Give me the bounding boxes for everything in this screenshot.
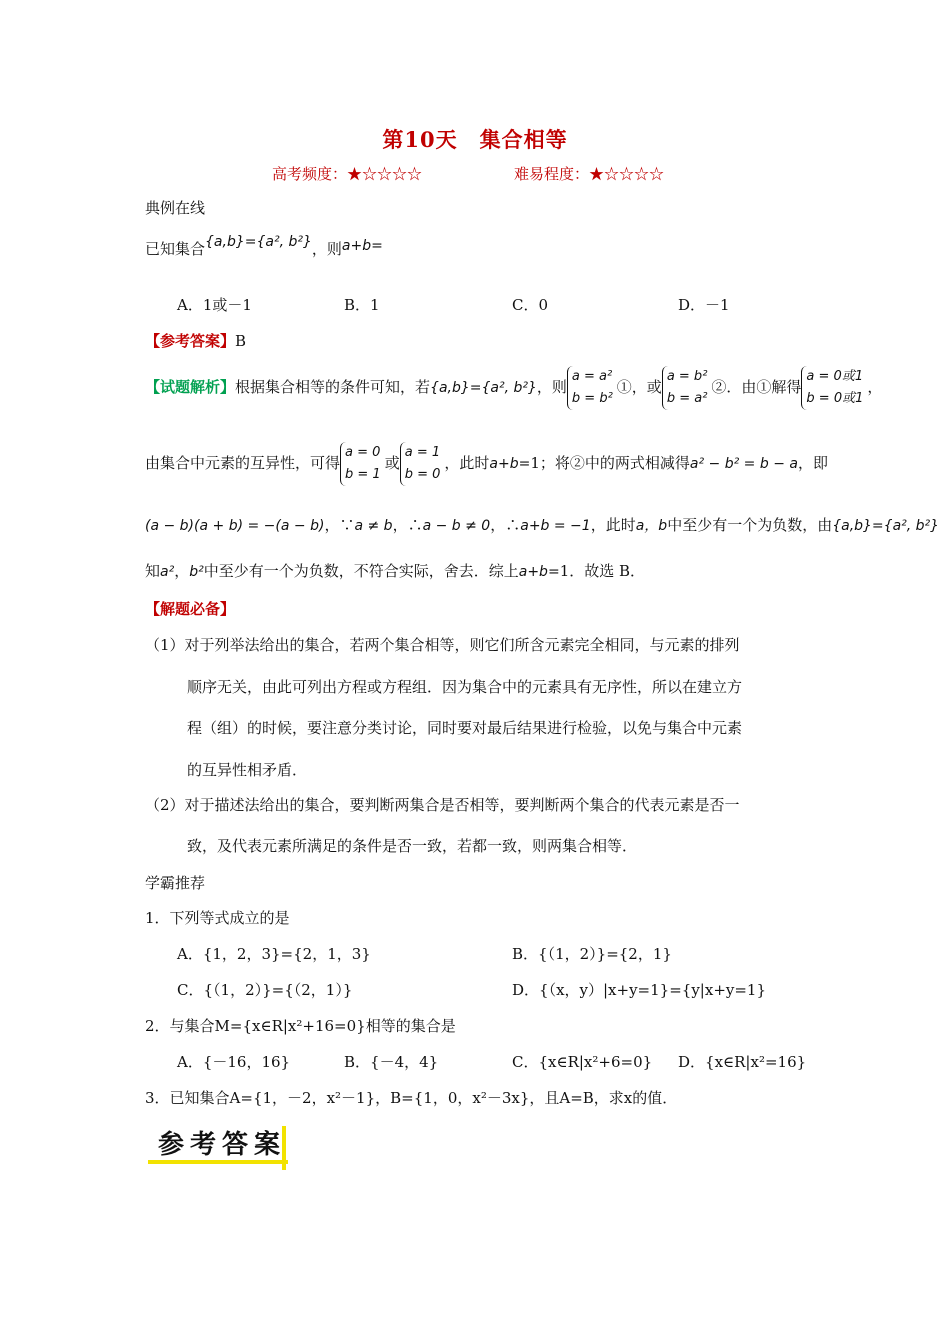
difficulty-rating (514, 163, 664, 184)
analysis-line-3 (145, 514, 939, 535)
analysis-text: ， (174, 562, 190, 580)
tip-1-line-4: 的互异性相矛盾． (187, 761, 308, 779)
question-1: 1．下列等式成立的是 (145, 909, 290, 927)
tip-1-line-1: （1）对于列举法给出的集合，若两个集合相等，则它们所含元素完全相同，与元素的排列 (145, 636, 740, 654)
difficulty-label: 难易程度： (514, 165, 590, 183)
frequency-rating (272, 163, 422, 184)
question-mid: ，则 (311, 240, 342, 258)
analysis-expr: a ≠ b (354, 518, 393, 534)
analysis-text: 中至少有一个为负数，不符合实际，舍去．综上 (203, 562, 519, 580)
tips-label: 【解题必备】 (145, 600, 236, 618)
analysis-text: ，即 (797, 454, 828, 472)
analysis-line-1 (145, 364, 882, 411)
q2-option-c: C．{x∈R|x²+6=0} (512, 1053, 653, 1071)
analysis-line-2 (145, 440, 828, 487)
analysis-text: ②．由①解得 (711, 378, 802, 396)
option-d: D．－1 (678, 296, 730, 314)
tip-1-line-3: 程（组）的时候，要注意分类讨论，同时要对最后结果进行检验，以免与集合中元素 (187, 719, 743, 737)
analysis-expr: a² (160, 564, 175, 580)
analysis-set: {a,b}={a², b²} (430, 380, 537, 396)
page-title: 第10天 集合相等 (382, 127, 568, 152)
analysis-line-4 (145, 560, 645, 581)
q2-option-b: B．{－4，4} (344, 1053, 439, 1071)
analysis-expr: a，b (635, 518, 668, 534)
analysis-text: 或 (384, 454, 400, 472)
reference-answer (145, 330, 246, 351)
stamp-text: 参考答案 (158, 1130, 287, 1160)
analysis-expr: a+b= (518, 564, 560, 580)
q1-option-d: D．{（x，y）|x+y=1}={y|x+y=1} (512, 981, 767, 999)
answer-stamp (148, 1124, 286, 1170)
analysis-text: 由集合中元素的互异性，可得 (145, 454, 341, 472)
analysis-text: ①，或 (616, 378, 662, 396)
q1-option-a: A．{1，2，3}={2，1，3} (177, 945, 371, 963)
analysis-expr: (a − b)(a + b) = −(a − b) (145, 518, 325, 534)
analysis-text: ，∴ (392, 516, 423, 534)
q2-option-a: A．{－16，16} (177, 1053, 291, 1071)
equation-system-3: a = 0或1 b = 0或1 (801, 366, 867, 410)
analysis-text: ，此时 (590, 516, 636, 534)
equation-system-5: a = 1 b = 0 (400, 442, 445, 486)
example-question (145, 234, 383, 259)
option-c: C．0 (512, 296, 549, 314)
analysis-text: ， (867, 378, 883, 396)
analysis-text: 1；将②中的两式相减得 (530, 454, 690, 472)
analysis-text: 知 (145, 562, 161, 580)
answer-label: 【参考答案】 (145, 332, 236, 350)
tip-2-line-2: 致，及代表元素所满足的条件是否一致，若都一致，则两集合相等． (187, 837, 638, 855)
analysis-text: 中至少有一个为负数，由 (667, 516, 833, 534)
analysis-expr: a² − b² = b − a (689, 456, 798, 472)
q1-option-b: B．{（1，2）}={2，1} (512, 945, 672, 963)
analysis-text: ，此时 (444, 454, 490, 472)
q1-option-c: C．{（1，2）}={（2，1）} (177, 981, 353, 999)
option-a: A．1或－1 (177, 296, 252, 314)
example-heading: 典例在线 (145, 199, 206, 217)
analysis-text: ，∵ (324, 516, 355, 534)
analysis-label: 【试题解析】 (145, 378, 236, 396)
frequency-stars: ★☆☆☆☆ (347, 165, 423, 183)
question-2: 2．与集合M={x∈R|x²+16=0}相等的集合是 (145, 1017, 456, 1035)
question-prefix: 已知集合 (145, 240, 206, 258)
tip-2-line-1: （2）对于描述法给出的集合，要判断两集合是否相等，要判断两个集合的代表元素是否一 (145, 796, 740, 814)
option-b: B．1 (344, 296, 380, 314)
tip-1-line-2: 顺序无关，由此可列出方程或方程组．因为集合中的元素具有无序性，所以在建立方 (187, 678, 743, 696)
frequency-label: 高考频度： (272, 165, 348, 183)
question-set: {a,b}={a², b²} (205, 234, 312, 250)
analysis-text: 根据集合相等的条件可知，若 (235, 378, 431, 396)
equation-system-4: a = 0 b = 1 (340, 442, 385, 486)
analysis-text: 1．故选 B． (559, 562, 646, 580)
practice-heading: 学霸推荐 (145, 874, 206, 892)
analysis-expr: a+b= (489, 456, 531, 472)
answer-value: B (235, 332, 247, 350)
difficulty-stars: ★☆☆☆☆ (589, 165, 665, 183)
equation-system-1: a = a² b = b² (567, 366, 617, 410)
analysis-text: ，∴ (490, 516, 521, 534)
analysis-set: {a,b}={a², b²} (832, 518, 940, 534)
question-expr: a+b= (341, 238, 383, 254)
analysis-expr: a − b ≠ 0 (422, 518, 491, 534)
equation-system-2: a = b² b = a² (662, 366, 712, 410)
analysis-expr: b² (189, 564, 204, 580)
analysis-text: ，则 (536, 378, 567, 396)
question-3: 3．已知集合A={1，－2，x²－1}，B={1，0，x²－3x}，且A=B，求x的值． (145, 1089, 678, 1107)
analysis-expr: a+b = −1 (520, 518, 591, 534)
q2-option-d: D．{x∈R|x²=16} (678, 1053, 807, 1071)
